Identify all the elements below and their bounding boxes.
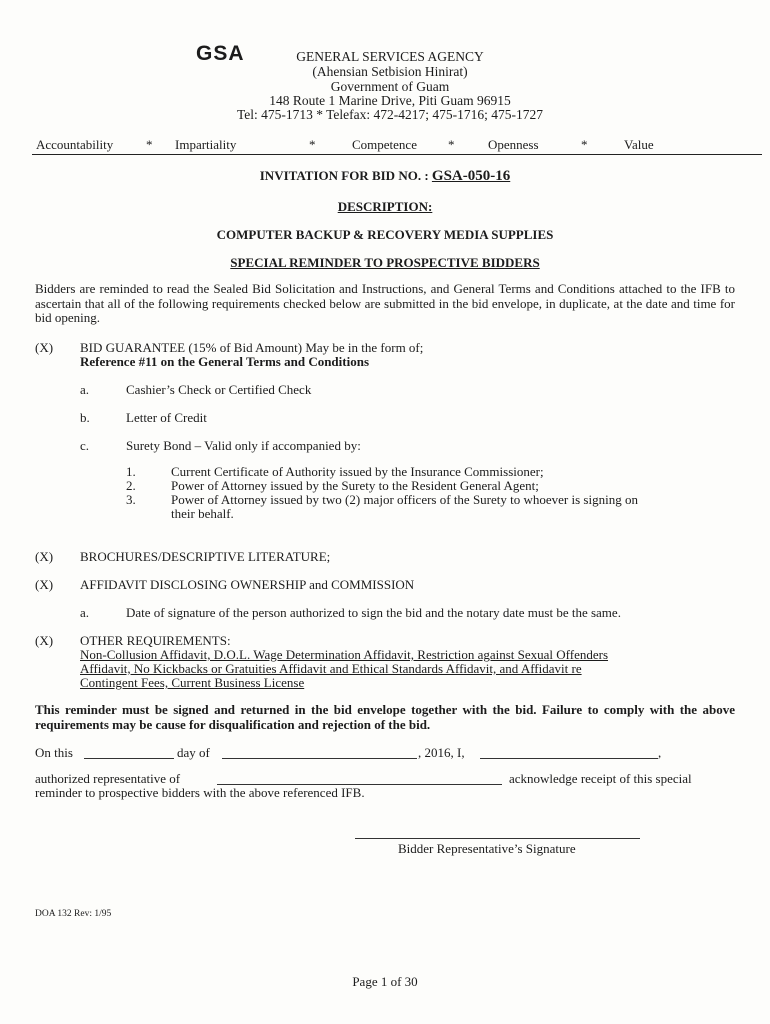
value-separator: * [581,137,588,152]
acknowledge-line-2: reminder to prospective bidders with the above referenced IFB. [35,785,365,800]
other-requirements-line: Non-Collusion Affidavit, D.O.L. Wage Determination Affidavit, Restriction against Sexual Offenders [80,647,609,662]
agency-local-name: (Ahensian Setbision Hinirat) [312,64,468,79]
brochures-checkmark: (X) [35,549,54,564]
agency-address: 148 Route 1 Marine Drive, Piti Guam 96915 [269,93,511,108]
brochures-requirement: BROCHURES/DESCRIPTIVE LITERATURE; [80,549,331,564]
acknowledge-label: acknowledge receipt of this special [509,771,692,786]
other-requirements-line: Contingent Fees, Current Business License [80,675,305,690]
intro-paragraph: Bidders are reminded to read the Sealed Bid Solicitation and Instructions, and General Terms and Conditions attached to the IFB to ascertain that all of the following requirements checked below are submitted in the bid envelope, in duplicate, at the date and time for bid opening. [35,281,735,325]
bid-guarantee-reference: Reference #11 on the General Terms and Conditions [80,354,370,369]
day-of-label: day of [177,745,210,760]
value-impartiality: Impartiality [175,137,237,152]
on-this-label: On this [35,745,73,760]
surety-item-officers: Power of Attorney issued by two (2) major officers of the Surety to whoever is signing on [171,492,638,507]
value-value: Value [624,137,654,152]
value-separator: * [448,137,455,152]
day-field[interactable] [84,758,174,759]
surety-item-power-of-attorney: Power of Attorney issued by the Surety to the Resident General Agent; [171,478,539,493]
government-name: Government of Guam [330,79,450,94]
signature-label: Bidder Representative’s Signature [398,841,576,856]
authorized-rep-label: authorized representative of [35,771,181,786]
option-cashiers-check: Cashier’s Check or Certified Check [126,382,312,397]
option-letter-of-credit: Letter of Credit [126,410,207,425]
comma: , [658,745,662,760]
other-requirements-title: OTHER REQUIREMENTS: [80,633,231,648]
affidavit-note: Date of signature of the person authorized to sign the bid and the notary date must be the same. [126,605,621,620]
value-separator: * [146,137,153,152]
description-text: COMPUTER BACKUP & RECOVERY MEDIA SUPPLIES [216,227,554,242]
agency-phone: Tel: 475-1713 * Telefax: 472-4217; 475-1716; 475-1727 [236,107,544,122]
surety-item-number: 2. [126,478,136,493]
bid-number: GSA-050-16 [431,168,511,184]
affidavit-requirement: AFFIDAVIT DISCLOSING OWNERSHIP and COMMISSION [80,577,415,592]
value-competence: Competence [352,137,417,152]
gsa-logo: GSA [196,42,245,65]
month-field[interactable] [222,758,417,759]
affidavit-letter: a. [80,605,90,620]
option-letter: a. [80,382,90,397]
affidavit-checkmark: (X) [35,577,54,592]
bid-guarantee-line: BID GUARANTEE (15% of Bid Amount) May be in the form of; [80,340,424,355]
option-letter: b. [80,410,90,425]
surety-item-officers-cont: their behalf. [171,506,234,521]
year-label: , 2016, I, [418,745,465,760]
signature-field[interactable] [355,838,640,839]
form-code: DOA 132 Rev: 1/95 [35,909,112,919]
option-letter: c. [80,438,90,453]
surety-item-certificate: Current Certificate of Authority issued by the Insurance Commissioner; [171,464,544,479]
surety-item-number: 1. [126,464,136,479]
invitation-for-bid [0,168,770,185]
name-field[interactable] [480,758,658,759]
page-number: Page 1 of 30 [352,974,418,989]
value-accountability: Accountability [36,137,114,152]
value-separator: * [309,137,316,152]
surety-item-number: 3. [126,492,136,507]
values-row [32,136,762,155]
other-checkmark: (X) [35,633,54,648]
warning-paragraph: This reminder must be signed and returned in the bid envelope together with the bid. Failure to comply with the above requirements may be cause for disqualification and rejection of the bid. [35,702,735,732]
bid-guarantee-checkmark: (X) [35,340,54,355]
value-openness: Openness [488,137,539,152]
reminder-title: SPECIAL REMINDER TO PROSPECTIVE BIDDERS [230,255,540,270]
agency-name: GENERAL SERVICES AGENCY [296,49,484,64]
option-surety-bond: Surety Bond – Valid only if accompanied by: [126,438,361,453]
invitation-label: INVITATION FOR BID NO. : [259,168,429,183]
description-label: DESCRIPTION: [337,199,433,214]
other-requirements-line: Affidavit, No Kickbacks or Gratuities Affidavit and Ethical Standards Affidavit, and Affidavit re [80,661,582,676]
